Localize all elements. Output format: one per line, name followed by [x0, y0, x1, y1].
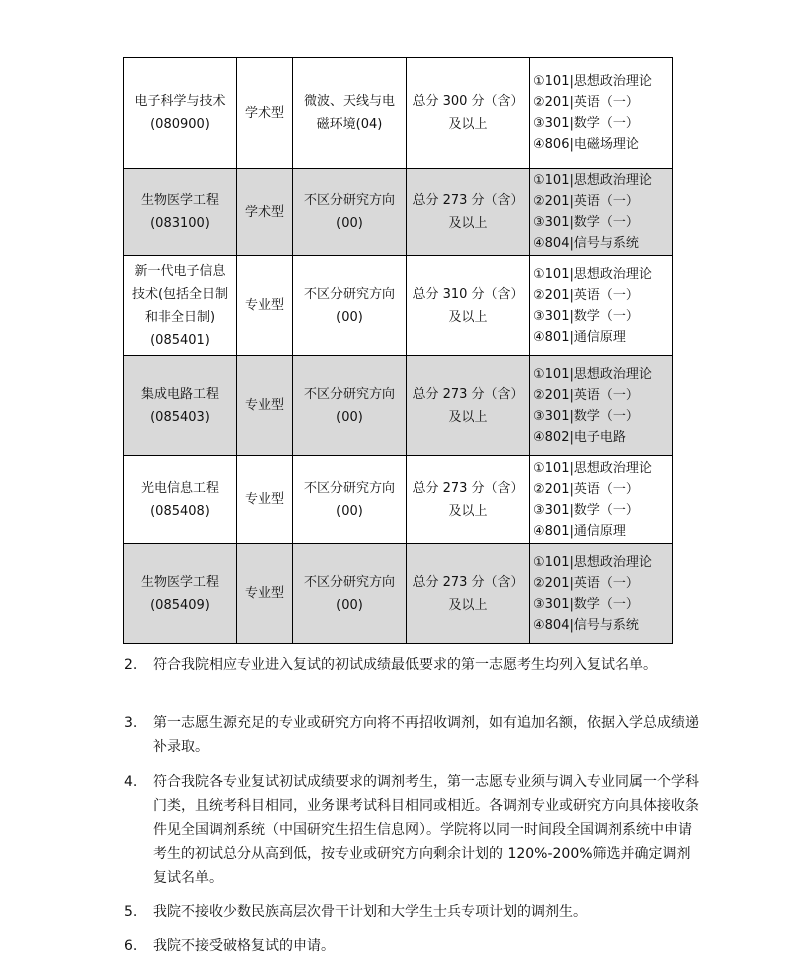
direction-cell: 不区分研究方向 (00) — [293, 544, 407, 644]
list-item-number: 5. — [124, 904, 138, 920]
subjects-cell: ①101|思想政治理论 ②201|英语（一） ③301|数学（一） ④802|电子电路 — [530, 356, 673, 456]
score-cell: 总分 273 分（含） 及以上 — [407, 356, 530, 456]
list-item-number: 6. — [124, 938, 138, 954]
list-item-text: 第一志愿生源充足的专业或研究方向将不再招收调剂，如有追加名额，依据入学总成绩递补录取。 — [153, 715, 699, 755]
list-item — [124, 653, 704, 677]
major-cell: 电子科学与技术 (080900) — [124, 58, 237, 169]
direction-cell: 不区分研究方向 (00) — [293, 356, 407, 456]
table-row — [124, 169, 673, 256]
list-item-text: 符合我院相应专业进入复试的初试成绩最低要求的第一志愿考生均列入复试名单。 — [153, 657, 657, 673]
table-row — [124, 456, 673, 544]
major-cell: 集成电路工程 (085403) — [124, 356, 237, 456]
list-item-number: 2. — [124, 657, 138, 673]
table-row — [124, 544, 673, 644]
direction-cell: 不区分研究方向 (00) — [293, 169, 407, 256]
type-cell: 学术型 — [237, 58, 293, 169]
list-item — [124, 934, 704, 958]
list-item-text: 符合我院各专业复试初试成绩要求的调剂考生，第一志愿专业须与调入专业同属一个学科门类，且统考科目相同，业务课考试科目相同或相近。各调剂专业或研究方向具体接收条件见全国调剂系统（中国研究生招生信息网）。学院将以同一时间段全国调剂系统中申请考生的初试总分从高到低，按专业或研究方向剩余计划的 120%-200%筛选并确定调剂复试名单。 — [153, 774, 699, 886]
score-cell: 总分 300 分（含） 及以上 — [407, 58, 530, 169]
admission-table — [123, 57, 673, 644]
direction-cell: 不区分研究方向 (00) — [293, 256, 407, 356]
major-cell: 新一代电子信息 技术(包括全日制 和非全日制) (085401) — [124, 256, 237, 356]
score-cell: 总分 273 分（含） 及以上 — [407, 169, 530, 256]
list-item-text: 我院不接收少数民族高层次骨干计划和大学生士兵专项计划的调剂生。 — [153, 904, 587, 920]
type-cell: 专业型 — [237, 256, 293, 356]
subjects-cell: ①101|思想政治理论 ②201|英语（一） ③301|数学（一） ④804|信号与系统 — [530, 544, 673, 644]
score-cell: 总分 273 分（含） 及以上 — [407, 456, 530, 544]
list-item-number: 3. — [124, 715, 138, 731]
list-item-number: 4. — [124, 774, 138, 790]
subjects-cell: ①101|思想政治理论 ②201|英语（一） ③301|数学（一） ④806|电磁场理论 — [530, 58, 673, 169]
major-cell: 生物医学工程 (083100) — [124, 169, 237, 256]
major-cell: 光电信息工程 (085408) — [124, 456, 237, 544]
subjects-cell: ①101|思想政治理论 ②201|英语（一） ③301|数学（一） ④804|信号与系统 — [530, 169, 673, 256]
direction-cell: 不区分研究方向 (00) — [293, 456, 407, 544]
type-cell: 专业型 — [237, 456, 293, 544]
list-item — [124, 770, 704, 890]
direction-cell: 微波、天线与电 磁环境(04) — [293, 58, 407, 169]
type-cell: 专业型 — [237, 356, 293, 456]
table-row — [124, 356, 673, 456]
table-row — [124, 256, 673, 356]
list-item — [124, 711, 704, 759]
subjects-cell: ①101|思想政治理论 ②201|英语（一） ③301|数学（一） ④801|通信原理 — [530, 256, 673, 356]
list-item-text: 我院不接受破格复试的申请。 — [153, 938, 335, 954]
admission-table-body — [124, 58, 673, 644]
score-cell: 总分 273 分（含） 及以上 — [407, 544, 530, 644]
table-row — [124, 58, 673, 169]
subjects-cell: ①101|思想政治理论 ②201|英语（一） ③301|数学（一） ④801|通信原理 — [530, 456, 673, 544]
major-cell: 生物医学工程 (085409) — [124, 544, 237, 644]
type-cell: 学术型 — [237, 169, 293, 256]
list-item — [124, 900, 704, 924]
score-cell: 总分 310 分（含） 及以上 — [407, 256, 530, 356]
type-cell: 专业型 — [237, 544, 293, 644]
